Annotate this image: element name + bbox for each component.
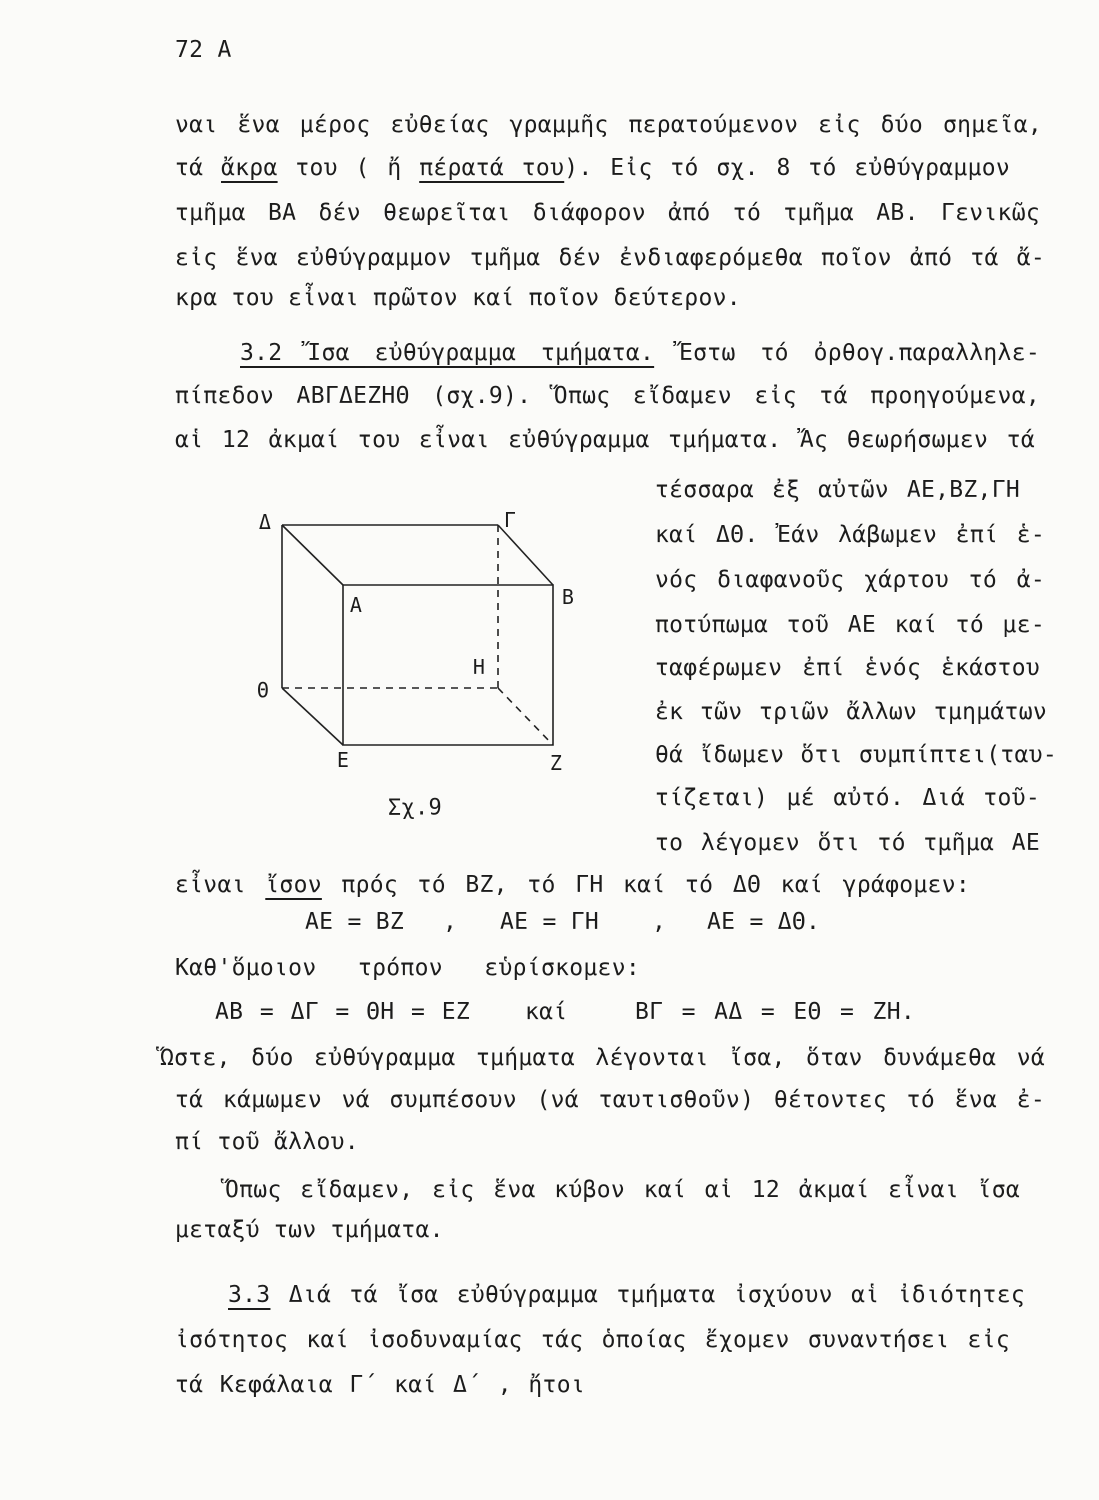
underlined-term-ison: ἴσον — [265, 872, 322, 898]
front-face-alpha-beta-zeta-epsilon — [343, 585, 553, 745]
equality-separator: , — [652, 909, 667, 935]
conclusion-line-1: Ὥστε, δύο εὐθύγραμμα τμήματα λέγονται ἴσα, ὅταν δυνάμεθα νά — [160, 1045, 1045, 1071]
hidden-edge-eta-zeta — [498, 688, 553, 745]
figure-9-parallelepiped — [240, 500, 600, 840]
side-text-line: τέσσαρα ἐξ αὐτῶν ΑΕ,ΒΖ,ΓΗ — [655, 477, 1020, 503]
equality-ae-bz: ΑΕ = ΒΖ — [305, 909, 405, 935]
cube-note-line-2: μεταξύ των τμήματα. — [175, 1217, 444, 1243]
section-heading-3-2: 3.2 Ἴσα εὐθύγραμμα τμήματα. — [240, 340, 655, 366]
vertex-label-eta: Η — [472, 655, 486, 679]
equality-chain-left: ΑΒ = ΔΓ = ΘΗ = ΕΖ — [215, 999, 470, 1025]
edge-delta-alpha — [282, 525, 343, 585]
intro-line-3: τμῆμα ΒΑ δέν θεωρεῖται διάφορον ἀπό τό τμῆμα ΑΒ. Γενικῶς — [175, 200, 1040, 226]
intro-line-1: ναι ἕνα μέρος εὐθείας γραμμῆς περατούμενον εἰς δύο σημεῖα, — [175, 112, 1042, 138]
section-3-3-line-1-rest: Διά τά ἴσα εὐθύγραμμα τμήματα ἰσχύουν αἱ ἰδιότητες — [270, 1282, 1025, 1308]
intro-line-5: κρα του εἶναι πρῶτον καί ποῖον δεύτερον. — [175, 285, 741, 311]
equality-separator: , — [443, 909, 458, 935]
section-3-2-line-1 — [240, 340, 1040, 366]
section-3-3-line-2: ἰσότητος καί ἰσοδυναμίας τάς ὁποίας ἔχομεν συναντήσει εἰς — [175, 1327, 1010, 1353]
side-text-line: ἐκ τῶν τριῶν ἄλλων τμημάτων — [655, 699, 1047, 725]
section-3-2-line-3: αἱ 12 ἀκμαί του εἶναι εὐθύγραμμα τμήματα. Ἄς θεωρήσωμεν τά — [175, 427, 1035, 453]
intro-line-2 — [175, 155, 1010, 181]
side-text-line: το λέγομεν ὅτι τό τμῆμα ΑΕ — [655, 830, 1040, 856]
edge-gamma-beta — [498, 525, 553, 585]
cube-note-line-1: Ὅπως εἴδαμεν, εἰς ἕνα κύβον καί αἱ 12 ἀκμαί εἶναι ἴσα — [225, 1177, 1020, 1203]
side-text-line: θά ἴδωμεν ὅτι συμπίπτει(ταυ- — [655, 742, 1057, 768]
side-text-line: νός διαφανοῦς χάρτου τό ἀ- — [655, 567, 1045, 593]
edge-theta-epsilon — [282, 688, 343, 745]
side-text-line: ταφέρωμεν ἐπί ἑνός ἑκάστου — [655, 655, 1040, 681]
after-figure-part-a: εἶναι — [175, 872, 266, 898]
vertex-label-theta: Θ — [256, 678, 270, 702]
equality-conjunction: καί — [525, 999, 568, 1025]
figure-caption: Σχ.9 — [387, 795, 443, 821]
side-text-line: καί ΔΘ. Ἐάν λάβωμεν ἐπί ἑ- — [655, 522, 1045, 548]
intro-line-2-part-c: ). Εἰς τό σχ. 8 τό εὐθύγραμμον — [564, 155, 1011, 181]
section-3-3-line-3: τά Κεφάλαια Γ΄ καί Δ΄ , ἤτοι — [175, 1372, 585, 1398]
equality-ae-dth: ΑΕ = ΔΘ. — [707, 909, 821, 935]
intro-line-2-part-b: του ( ἤ — [277, 155, 420, 181]
conclusion-line-3: πί τοῦ ἄλλου. — [175, 1129, 359, 1155]
section-3-2-line-2: πίπεδον ΑΒΓΔΕΖΗΘ (σχ.9). Ὅπως εἴδαμεν εἰς τά προηγούμενα, — [175, 383, 1040, 409]
vertex-label-beta: Β — [561, 585, 575, 609]
underlined-term-perata: πέρατά του — [419, 155, 565, 181]
after-figure-part-b: πρός τό ΒΖ, τό ΓΗ καί τό ΔΘ καί γράφομεν: — [321, 872, 970, 898]
vertex-label-gamma: Γ — [503, 508, 517, 532]
section-3-2-line-1-rest: Ἔστω τό ὀρθογ.παραλληλε- — [654, 340, 1040, 366]
intro-line-2-part-a: τά — [175, 155, 222, 181]
underlined-term-akra: ἄκρα — [221, 155, 278, 181]
vertex-label-alpha: Α — [349, 593, 363, 617]
side-text-line: τίζεται) μέ αὐτό. Διά τοῦ- — [655, 785, 1040, 811]
intro-line-4: εἰς ἕνα εὐθύγραμμον τμῆμα δέν ἐνδιαφερόμεθα ποῖον ἀπό τά ἄ- — [175, 245, 1045, 271]
after-figure-line — [175, 872, 970, 898]
vertex-label-epsilon: Ε — [336, 748, 350, 772]
equality-ae-gh: ΑΕ = ΓΗ — [500, 909, 600, 935]
vertex-label-zeta: Ζ — [549, 751, 563, 775]
equality-chain-right: ΒΓ = ΑΔ = ΕΘ = ΖΗ. — [635, 999, 915, 1025]
side-text-line: ποτύπωμα τοῦ ΑΕ καί τό με- — [655, 612, 1045, 638]
section-3-3-line-1 — [228, 1282, 1025, 1308]
similarly-line: Καθ'ὅμοιον τρόπον εὑρίσκομεν: — [175, 955, 640, 981]
conclusion-line-2: τά κάμωμεν νά συμπέσουν (νά ταυτισθοῦν) θέτοντες τό ἕνα ἐ- — [175, 1087, 1045, 1113]
page-number: 72 Α — [175, 37, 232, 63]
vertex-label-delta: Δ — [258, 510, 272, 534]
section-number-3-3: 3.3 — [228, 1282, 271, 1308]
